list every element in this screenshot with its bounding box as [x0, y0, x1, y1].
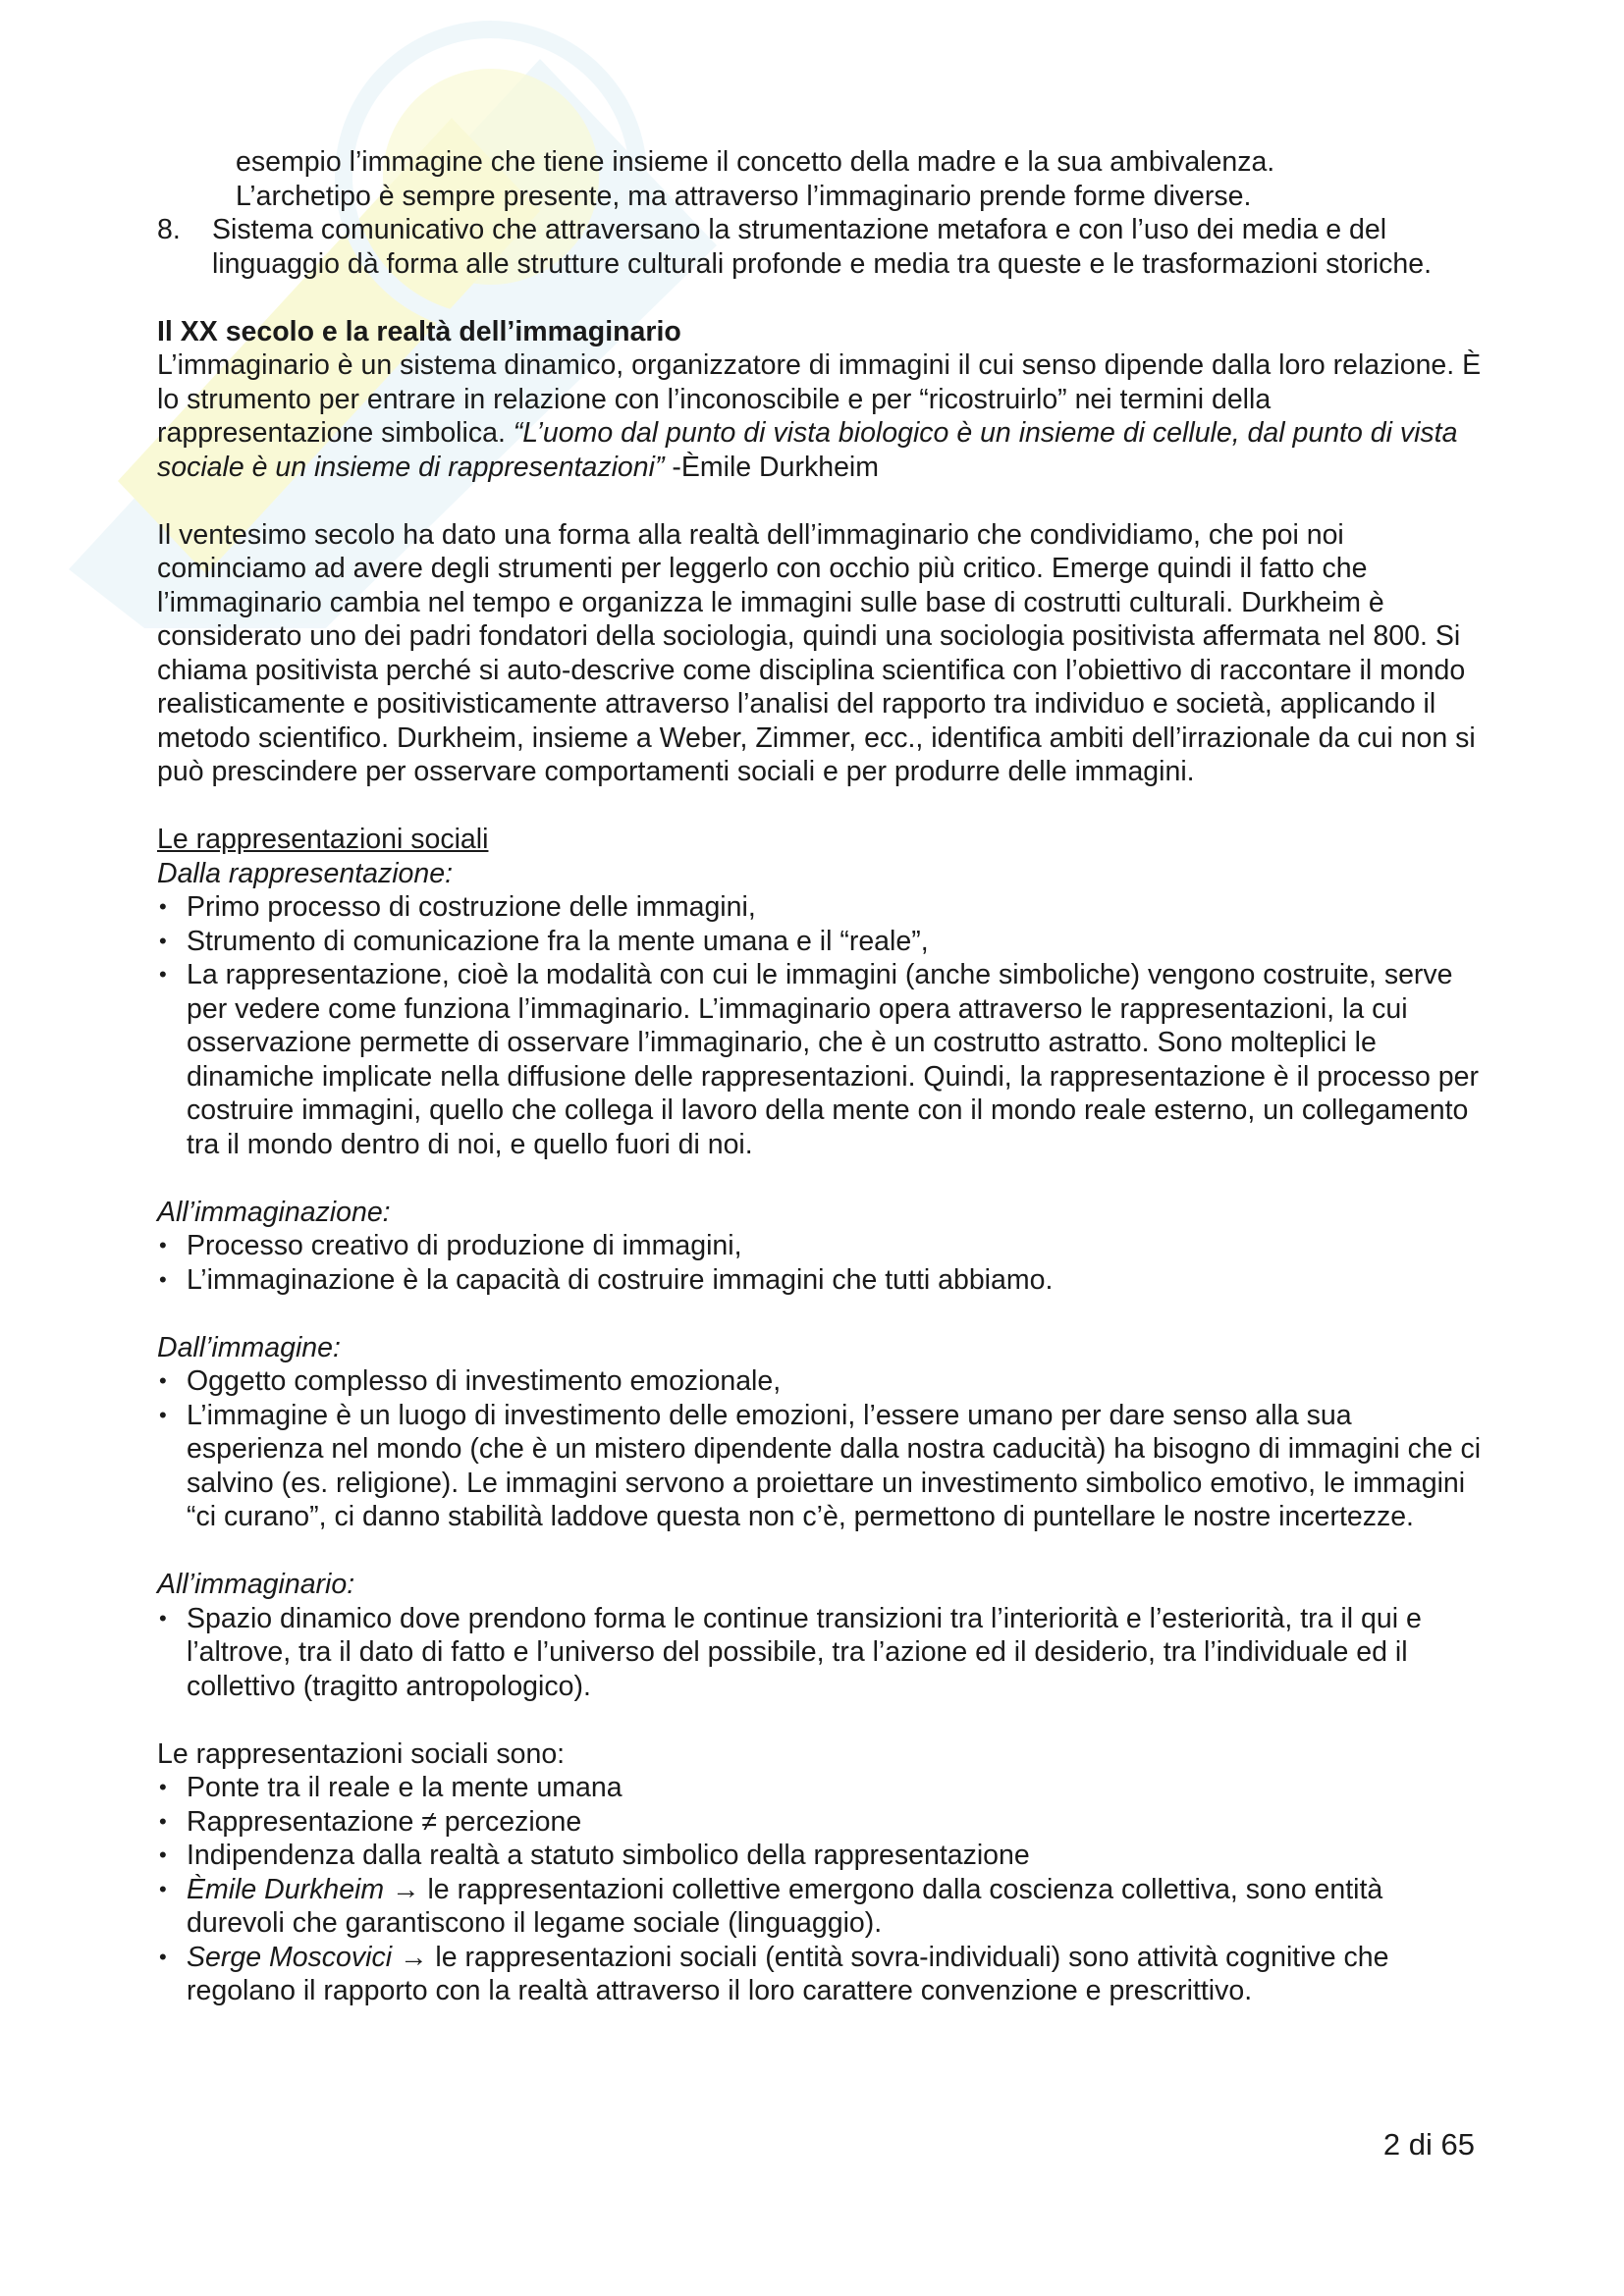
- list-item: • Oggetto complesso di investimento emozionale,: [157, 1364, 1483, 1399]
- list-item: • Strumento di comunicazione fra la mente umana e il “reale”,: [157, 925, 1483, 959]
- list-item: • La rappresentazione, cioè la modalità con cui le immagini (anche simboliche) vengono costruite, serve per vedere come funziona l’immaginario. L’immaginario opera attraverso le rappresentazioni, la cui osservazione permette di osservare l’immaginario, che è un costrutto astratto. Sono molteplici le dinamiche implicate nella diffusione delle rappresentazioni. Quindi, la rappresentazione è il processo per costruire immagini, quello che collega il lavoro della mente con il mondo reale esterno, un collegamento tra il mondo dentro di noi, e quello fuori di noi.: [157, 958, 1483, 1161]
- list-item: • Spazio dinamico dove prendono forma le continue transizioni tra l’interiorità e l’esteriorità, tra il qui e l’altrove, tra il dato di fatto e l’universo del possibile, tra l’azione ed il desiderio, tra l’individuale ed il collettivo (tragitto antropologico).: [157, 1602, 1483, 1704]
- paragraph-text: L’immaginario è un sistema dinamico, organizzatore di immagini il cui senso dipende dalla loro relazione. È lo strumento per entrare in relazione con l’inconoscibile e per “ricostruirlo” nei termini della rappresentazione simbolica.: [157, 349, 1482, 449]
- list-item: • L’immaginazione è la capacità di costruire immagini che tutti abbiamo.: [157, 1263, 1483, 1298]
- bullet-list: [157, 1229, 1483, 1297]
- bullet-list: [157, 1771, 1483, 2008]
- list-item: • Indipendenza dalla realtà a statuto simbolico della rappresentazione: [157, 1839, 1483, 1873]
- section-title: Le rappresentazioni sociali: [157, 824, 489, 855]
- list-intro: Le rappresentazioni sociali sono:: [157, 1737, 566, 1770]
- bullet-list: [157, 890, 1483, 1161]
- numbered-item-8: [157, 213, 1483, 281]
- list-item: • Rappresentazione ≠ percezione: [157, 1805, 1483, 1840]
- list-continuation-line: L’archetipo è sempre presente, ma attraverso l’immaginario prende forme diverse.: [236, 180, 1252, 212]
- quote-attribution: -Èmile Durkheim: [664, 451, 879, 483]
- list-continuation-line: esempio l’immagine che tiene insieme il concetto della madre e la sua ambivalenza.: [236, 146, 1275, 178]
- bullet-list: [157, 1364, 1483, 1534]
- author-name: Serge Moscovici: [187, 1941, 393, 1973]
- list-item: • Ponte tra il reale e la mente umana: [157, 1771, 1483, 1805]
- quote: “L’uomo dal punto di vista biologico è un insieme di cellule, dal punto di vista sociale è un insieme di rappresentazioni”: [157, 417, 1458, 483]
- item-number: 8.: [157, 214, 181, 245]
- list-item: • Primo processo di costruzione delle immagini,: [157, 890, 1483, 925]
- paragraph: [157, 348, 1483, 484]
- subheading: Dall’immagine:: [157, 1331, 341, 1363]
- subheading: All’immaginario:: [157, 1569, 355, 1600]
- list-item-text: → le rappresentazioni sociali (entità sovra-individuali) sono attività cognitive che regolano il rapporto con la realtà attraverso il loro carattere convenzione e prescrittivo.: [187, 1941, 1389, 2006]
- list-item: • L’immagine è un luogo di investimento delle emozioni, l’essere umano per dare senso alla sua esperienza nel mondo (che è un mistero dipendente dalla nostra caducità) ha bisogno di immagini che ci salvino (es. religione). Le immagini servono a proiettare un investimento simbolico emotivo, le immagini “ci curano”, ci danno stabilità laddove questa non c’è, permettono di puntellare le nostre incertezze.: [157, 1399, 1483, 1534]
- author-name: Èmile Durkheim: [187, 1873, 385, 1905]
- section-heading: Il XX secolo e la realtà dell’immaginario: [157, 315, 681, 347]
- page-number: 2 di 65: [1382, 2127, 1475, 2162]
- list-item: [157, 1873, 1483, 1941]
- subheading: All’immaginazione:: [157, 1196, 391, 1228]
- list-item-text: → le rappresentazioni collettive emergono dalla coscienza collettiva, sono entità durevoli che garantiscono il legame sociale (linguaggio).: [187, 1873, 1383, 1939]
- document-page: [157, 145, 1483, 2008]
- item-text: Sistema comunicativo che attraversano la strumentazione metafora e con l’uso dei media e del linguaggio dà forma alle strutture culturali profonde e media tra queste e le trasformazioni storiche.: [212, 214, 1432, 280]
- bullet-list: [157, 1602, 1483, 1704]
- list-item: • Processo creativo di produzione di immagini,: [157, 1229, 1483, 1263]
- subheading: Dalla rappresentazione:: [157, 857, 454, 889]
- list-item: [157, 1941, 1483, 2008]
- paragraph: Il ventesimo secolo ha dato una forma alla realtà dell’immaginario che condividiamo, che poi noi cominciamo ad avere degli strumenti per leggerlo con occhio più critico. Emerge quindi il fatto che l’immaginario cambia nel tempo e organizza le immagini sulle base di costrutti culturali. Durkheim è considerato uno dei padri fondatori della sociologia, quindi una sociologia positivista affermata nel 800. Si chiama positivista perché si auto-descrive come disciplina scientifica con l’obiettivo di raccontare il mondo realisticamente e positivisticamente attraverso l’analisi del rapporto tra individuo e società, applicando il metodo scientifico. Durkheim, insieme a Weber, Zimmer, ecc., identifica ambiti dell’irrazionale da cui non si può prescindere per osservare comportamenti sociali e per produrre delle immagini.: [157, 518, 1476, 787]
